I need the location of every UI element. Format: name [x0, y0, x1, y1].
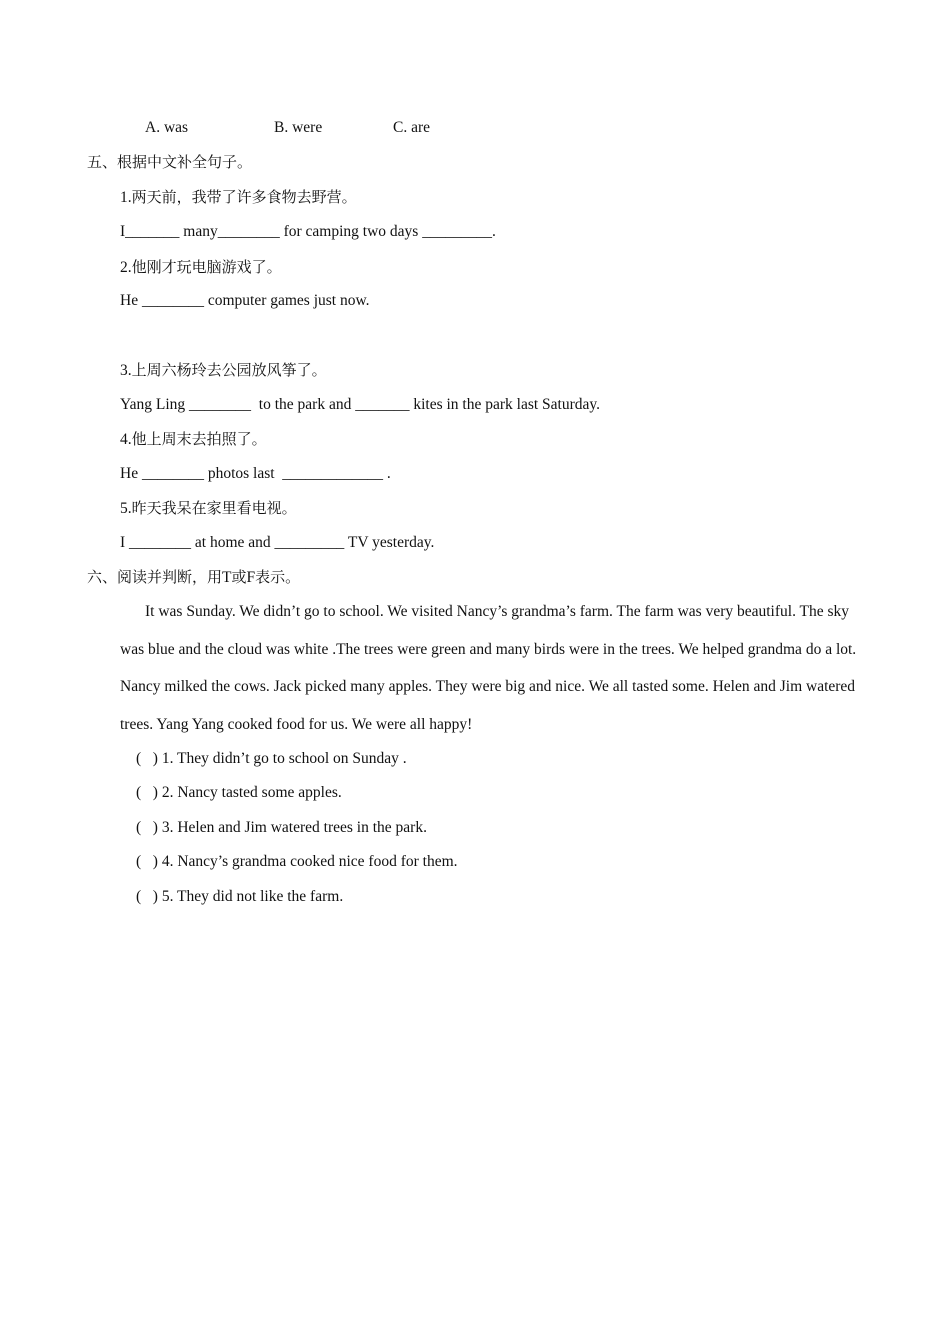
section-6-title: 六、阅读并判断，用T或F表示。	[87, 568, 301, 586]
question-5-4-english: He ________ photos last _____________ .	[120, 465, 391, 482]
reading-passage: It was Sunday. We didn’t go to school. We visited Nancy’s grandma’s farm. The farm was very beautiful. The sky was blue and the cloud was white .The trees were green and many birds were in the trees. We helped grandma do a lot. Nancy milked the cows. Jack picked many apples. They were big and nice. We all tasted some. Helen and Jim watered trees. Yang Yang cooked food for us. We were all happy!	[120, 603, 857, 733]
question-5-2-chinese: 2.他刚才玩电脑游戏了。	[120, 258, 282, 276]
question-5-5-chinese: 5.昨天我呆在家里看电视。	[120, 499, 297, 517]
judge-question-1: ( ) 1. They didn’t go to school on Sunday .	[136, 750, 407, 767]
question-5-3-english: Yang Ling ________ to the park and _______ kites in the park last Saturday.	[120, 396, 601, 413]
option-c: C. are	[393, 119, 431, 136]
question-5-4-chinese: 4.他上周末去拍照了。	[120, 430, 267, 448]
question-5-5-english: I ________ at home and _________ TV yesterday.	[120, 534, 435, 551]
judge-question-5: ( ) 5. They did not like the farm.	[136, 888, 344, 905]
judge-question-3: ( ) 3. Helen and Jim watered trees in the park.	[136, 819, 427, 836]
section-5-title: 五、根据中文补全句子。	[87, 153, 253, 171]
question-5-1-chinese: 1.两天前，我带了许多食物去野营。	[120, 188, 357, 206]
judge-question-2: ( ) 2. Nancy tasted some apples.	[136, 784, 342, 801]
question-5-1-english: I_______ many________ for camping two days _________.	[120, 223, 496, 240]
question-5-3-chinese: 3.上周六杨玲去公园放风筝了。	[120, 361, 327, 379]
judge-question-4: ( ) 4. Nancy’s grandma cooked nice food for them.	[136, 853, 458, 870]
question-5-2-english: He ________ computer games just now.	[120, 292, 370, 309]
option-a: A. was	[145, 119, 189, 136]
option-b: B. were	[274, 119, 323, 136]
